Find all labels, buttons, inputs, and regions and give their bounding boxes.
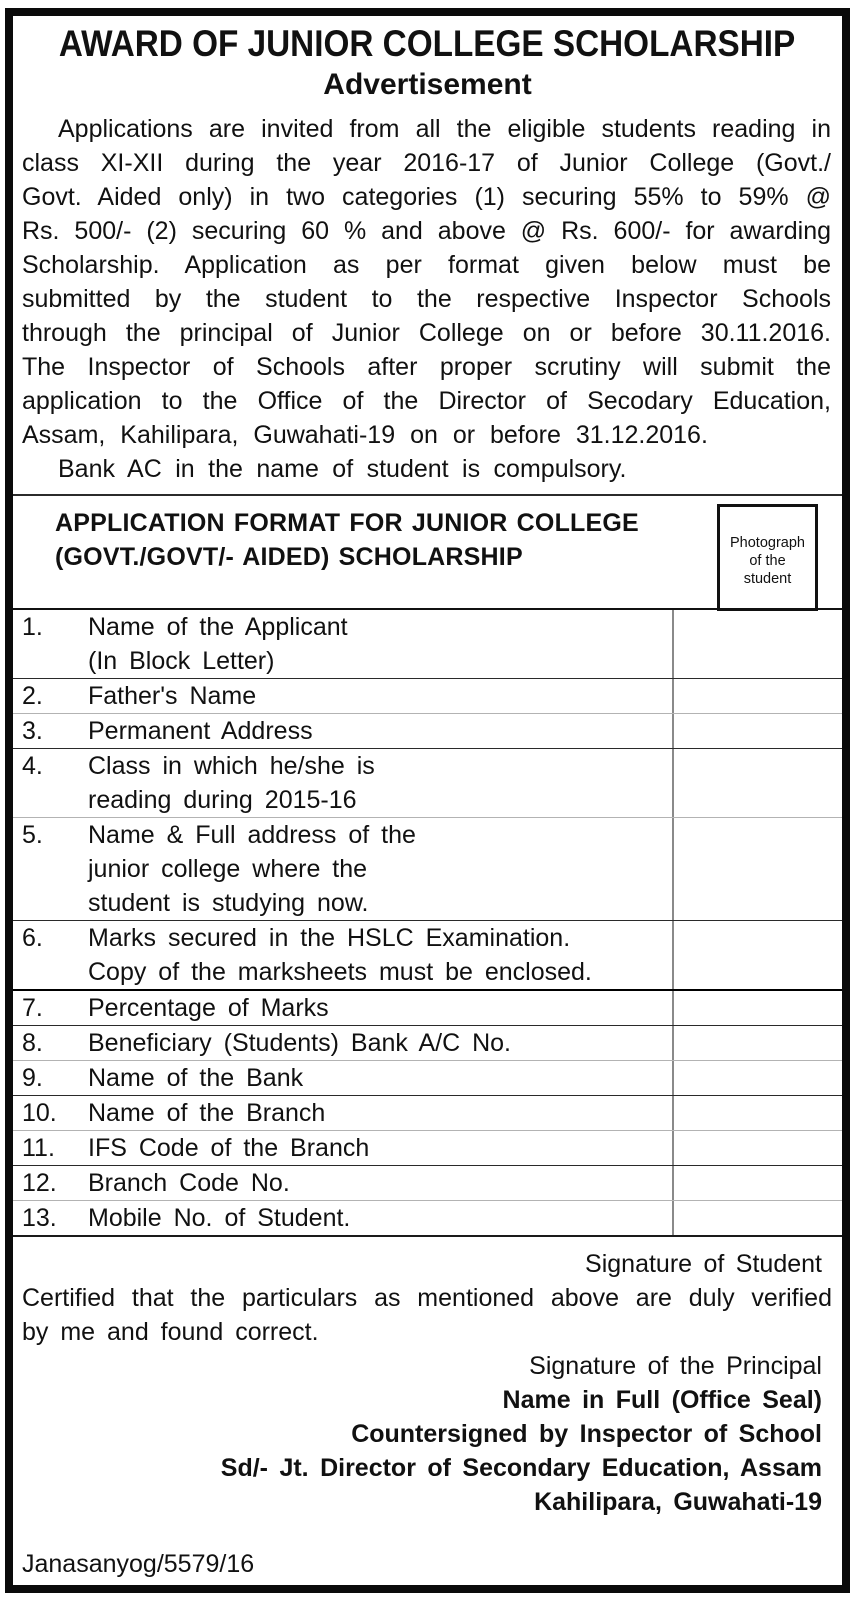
row-number: 10. <box>22 1099 57 1127</box>
row-label-line: Class in which he/she is <box>88 752 375 780</box>
intro-line: The Inspector of Schools after proper scrutiny will submit the <box>22 353 831 381</box>
row-number: 7. <box>22 994 43 1022</box>
table-row <box>13 921 842 991</box>
photograph-box-line: Photograph <box>730 534 805 551</box>
row-label-line: Permanent Address <box>88 717 313 745</box>
row-label <box>88 749 672 817</box>
intro-line: Assam, Kahilipara, Guwahati-19 on or before 31.12.2016. <box>22 421 708 449</box>
signature-of-student: Signature of Student <box>585 1250 822 1278</box>
row-label-line: Father's Name <box>88 682 257 710</box>
intro-line: Govt. Aided only) in two categories (1) securing 55% to 59% @ <box>22 183 831 211</box>
page-title-text: AWARD OF JUNIOR COLLEGE SCHOLARSHIP <box>59 23 796 64</box>
row-number: 2. <box>22 682 43 710</box>
table-row <box>13 1096 842 1131</box>
row-number: 6. <box>22 924 43 952</box>
row-label <box>88 818 672 920</box>
row-label <box>88 714 672 748</box>
table-row <box>13 1061 842 1096</box>
page-title <box>13 22 842 66</box>
row-label-line: Name of the Applicant <box>88 613 348 641</box>
row-number: 3. <box>22 717 43 745</box>
row-value-cell <box>672 921 842 989</box>
intro-paragraph <box>13 112 842 452</box>
table-row <box>13 714 842 749</box>
row-label-line: junior college where the <box>88 855 368 883</box>
row-number: 4. <box>22 752 43 780</box>
row-value-cell <box>672 1096 842 1130</box>
name-office-seal: Name in Full (Office Seal) <box>502 1386 822 1414</box>
row-number: 12. <box>22 1169 57 1197</box>
row-label-line: Marks secured in the HSLC Examination. <box>88 924 571 952</box>
table-row <box>13 679 842 714</box>
row-number: 1. <box>22 613 43 641</box>
intro-line: through the principal of Junior College on or before 30.11.2016. <box>22 319 831 347</box>
table-row <box>13 1201 842 1237</box>
row-label-line: Name & Full address of the <box>88 821 416 849</box>
table-row <box>13 1166 842 1201</box>
row-value-cell <box>672 1131 842 1165</box>
row-number: 9. <box>22 1064 43 1092</box>
row-label-line: Percentage of Marks <box>88 994 329 1022</box>
row-label-line: reading during 2015-16 <box>88 786 357 814</box>
row-label-line: IFS Code of the Branch <box>88 1134 370 1162</box>
row-label <box>88 1131 672 1165</box>
format-heading-line: (GOVT./GOVT/- AIDED) SCHOLARSHIP <box>55 543 523 571</box>
row-value-cell <box>672 1061 842 1095</box>
photograph-box-line: student <box>743 570 792 587</box>
row-label-line: (In Block Letter) <box>88 647 275 675</box>
table-row <box>13 1131 842 1166</box>
row-value-cell <box>672 1026 842 1060</box>
row-value-cell <box>672 610 842 678</box>
row-label <box>88 921 672 989</box>
row-value-cell <box>672 1166 842 1200</box>
row-label-line: Copy of the marksheets must be enclosed. <box>88 958 592 986</box>
row-label <box>88 679 672 713</box>
row-label-line: Beneficiary (Students) Bank A/C No. <box>88 1029 511 1057</box>
row-label-line: Name of the Branch <box>88 1099 326 1127</box>
intro-line: Scholarship. Application as per format given below must be <box>22 251 831 279</box>
row-label-line: student is studying now. <box>88 889 369 917</box>
countersigned-line: Countersigned by Inspector of School <box>351 1420 822 1448</box>
table-row <box>13 991 842 1026</box>
row-number: 8. <box>22 1029 43 1057</box>
certified-statement-line: Certified that the particulars as mentioned above are duly verified <box>22 1284 832 1312</box>
table-row <box>13 1026 842 1061</box>
reference-number: Janasanyog/5579/16 <box>22 1550 255 1578</box>
row-label <box>88 1201 672 1235</box>
format-heading-line: APPLICATION FORMAT FOR JUNIOR COLLEGE <box>55 509 639 537</box>
row-number: 5. <box>22 821 43 849</box>
title-wrap <box>13 16 842 66</box>
row-label-line: Mobile No. of Student. <box>88 1204 351 1232</box>
row-label <box>88 1061 672 1095</box>
page-subtitle: Advertisement <box>323 68 532 101</box>
row-label <box>88 1026 672 1060</box>
intro-line: Applications are invited from all the eligible students reading in <box>58 115 831 143</box>
photograph-box-line: of the <box>749 552 786 569</box>
row-label <box>88 1096 672 1130</box>
row-label-line: Name of the Bank <box>88 1064 304 1092</box>
row-value-cell <box>672 679 842 713</box>
signature-section <box>13 1237 842 1581</box>
row-label <box>88 991 672 1025</box>
row-value-cell <box>672 818 842 920</box>
director-address-line: Kahilipara, Guwahati-19 <box>534 1488 822 1516</box>
signature-of-principal: Signature of the Principal <box>529 1352 822 1380</box>
row-label <box>88 1166 672 1200</box>
certified-statement-line: by me and found correct. <box>22 1318 319 1346</box>
row-label-line: Branch Code No. <box>88 1169 290 1197</box>
table-row <box>13 610 842 679</box>
intro-line: class XI-XII during the year 2016-17 of Junior College (Govt./ <box>22 149 831 177</box>
row-number: 13. <box>22 1204 57 1232</box>
row-label <box>88 610 672 678</box>
table-row <box>13 818 842 921</box>
application-table <box>13 608 842 1237</box>
intro-line: Rs. 500/- (2) securing 60 % and above @ Rs. 600/- for awarding <box>22 217 831 245</box>
row-value-cell <box>672 749 842 817</box>
table-row <box>13 749 842 818</box>
sd-director-line: Sd/- Jt. Director of Secondary Education, Assam <box>220 1454 822 1482</box>
photograph-box <box>717 504 818 611</box>
intro-line: submitted by the student to the respective Inspector Schools <box>22 285 831 313</box>
row-value-cell <box>672 991 842 1025</box>
row-number: 11. <box>22 1134 55 1162</box>
row-value-cell <box>672 714 842 748</box>
bank-account-note: Bank AC in the name of student is compulsory. <box>58 455 627 483</box>
row-value-cell <box>672 1201 842 1235</box>
application-format-section <box>13 494 842 608</box>
advertisement-border-box <box>5 8 850 1593</box>
intro-line: application to the Office of the Director of Secodary Education, <box>22 387 831 415</box>
